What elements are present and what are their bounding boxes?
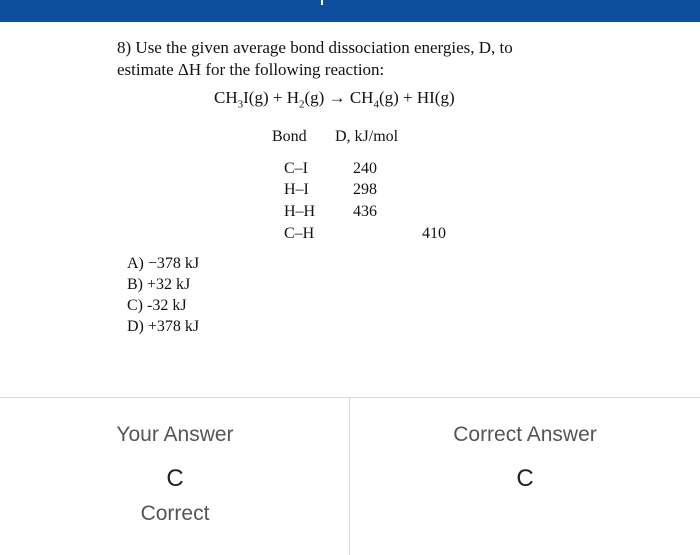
your-answer-title: Your Answer [116,423,234,446]
table-cell-energy: 436 [353,203,377,220]
table-header-bond: Bond [272,128,307,145]
reaction-arrow: → [324,88,350,107]
product-hi: HI(g) [416,88,455,107]
table-cell-bond: H–H [284,203,316,220]
correct-answer-title: Correct Answer [453,423,597,446]
choice-d: D) +378 kJ [127,318,200,335]
table-cell-bond: C–I [284,160,308,177]
choice-c: C) -32 kJ [127,297,187,314]
reactant-ch3i: $CH_3I(g)$ [214,88,269,111]
correct-answer-letter: C [516,465,534,492]
table-header-energy: D, kJ/mol [335,128,399,145]
table-cell-bond: H–I [284,181,309,198]
table-cell-energy: 410 [422,225,446,242]
question-text-line2: estimate ΔH for the following reaction: [117,60,385,79]
choice-a: A) −378 kJ [127,255,200,272]
table-cell-energy: 240 [353,160,377,177]
plus-sign: + [398,88,417,107]
choice-b: B) +32 kJ [127,276,191,293]
product-ch4: $CH_4(g)$ [349,88,399,111]
table-cell-bond: C–H [284,225,315,242]
your-answer-letter: C [166,465,184,492]
reaction-equation [214,88,455,110]
reactant-h2: $H_2(g)$ [286,88,325,111]
question-text-line1: 8) Use the given average bond dissociation energies, D, to [117,38,513,57]
header-bar [0,0,700,22]
header-tick [321,0,323,5]
table-cell-energy: 298 [353,181,377,198]
answer-panel [0,397,700,555]
answer-status: Correct [140,502,210,525]
plus-sign: + [268,88,287,107]
